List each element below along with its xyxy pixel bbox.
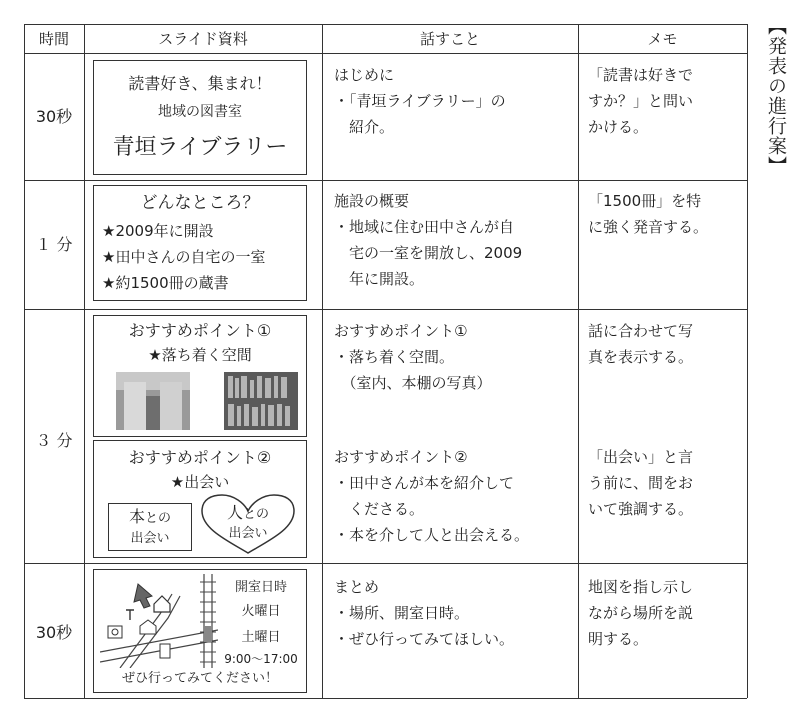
side-title: 【発表の進行案】 [765, 16, 787, 176]
map-day2: 土曜日 [241, 630, 281, 645]
person-particle: との [243, 507, 270, 522]
header-memo: メモ [647, 30, 678, 48]
table-col-line [322, 24, 323, 698]
book-particle: との [145, 511, 172, 526]
person-word: 人 [226, 503, 243, 522]
row1-slide-line2: 地域の図書室 [158, 104, 242, 120]
table-border-top [24, 24, 747, 25]
header-slide: スライド資料 [158, 30, 248, 48]
header-speech: 話すこと [419, 30, 480, 48]
room-photo [116, 372, 190, 430]
book-encounter-box [108, 503, 192, 551]
row2-time: １ 分 [35, 235, 73, 254]
table-row-line [24, 309, 747, 310]
map-footer: ぜひ行ってみてください！ [121, 671, 278, 686]
row1-time: 30秒 [35, 107, 73, 126]
row3-memo1: 話に合わせて写 真を表示する。 [588, 322, 694, 366]
row2-slide-item: ★田中さんの自宅の一室 [102, 248, 266, 266]
row4-memo: 地図を指し示し ながら場所を説 明する。 [588, 578, 694, 648]
map-open-label: 開室日時 [234, 580, 287, 595]
book-encounter-text: 出会い [130, 531, 170, 546]
row3-time: ３ 分 [35, 431, 73, 450]
row1-slide [93, 60, 307, 175]
bookshelf-photo [224, 372, 298, 430]
row3-slide2-sub: ★出会い [170, 473, 230, 491]
row3-slide2-title: おすすめポイント② [128, 448, 272, 467]
person-encounter-text: 出会い [228, 526, 268, 541]
table-row-line [24, 180, 747, 181]
map-hours: 9:00〜17:00 [224, 652, 298, 666]
row2-slide [93, 185, 307, 301]
map-illustration [100, 574, 218, 668]
row4-speech: まとめ ・場所、開室日時。 ・ぜひ行ってみてほしい。 [334, 578, 515, 648]
row2-speech: 施設の概要 ・地域に住む田中さんが自 宅の一室を開放し、2009 年に開設。 [334, 192, 523, 288]
row1-slide-line3: 青垣ライブラリー [112, 135, 288, 160]
table-col-line [578, 24, 579, 698]
row2-slide-item: ★約1500冊の蔵書 [102, 274, 229, 292]
row2-memo: 「1500冊」を特 に強く発音する。 [588, 192, 709, 236]
table-col-line [84, 24, 85, 698]
table-border-bottom [24, 698, 747, 699]
row4-time: 30秒 [35, 623, 73, 642]
row1-speech: はじめに ・「青垣ライブラリー」の 紹介。 [334, 66, 506, 136]
table-row-line [24, 563, 747, 564]
row1-slide-line1: 読書好き、集まれ！ [128, 74, 272, 93]
row3-slide1 [93, 315, 307, 437]
row2-slide-item: ★2009年に開設 [102, 222, 214, 240]
row1-memo: 「読書は好きで すか？」と問い かける。 [588, 66, 694, 136]
map-day1: 火曜日 [241, 604, 281, 619]
book-word: 本 [128, 507, 145, 526]
table-row-line [24, 53, 747, 54]
row3-slide1-sub: ★落ち着く空間 [148, 346, 252, 364]
row3-speech1: おすすめポイント① ・落ち着く空間。 （室内、本棚の写真） [334, 322, 492, 392]
heart-text [198, 503, 298, 543]
row3-slide2 [93, 440, 307, 558]
row2-slide-title: どんなところ？ [140, 193, 260, 213]
row3-speech2: おすすめポイント② ・田中さんが本を紹介して くださる。 ・本を介して人と出会える。 [334, 448, 530, 544]
header-time: 時間 [38, 30, 69, 48]
row3-memo2: 「出会い」と言 う前に、間をお いて強調する。 [588, 448, 694, 518]
table-border-right [747, 24, 748, 698]
row3-slide1-title: おすすめポイント① [128, 321, 272, 340]
row4-slide [93, 569, 307, 693]
